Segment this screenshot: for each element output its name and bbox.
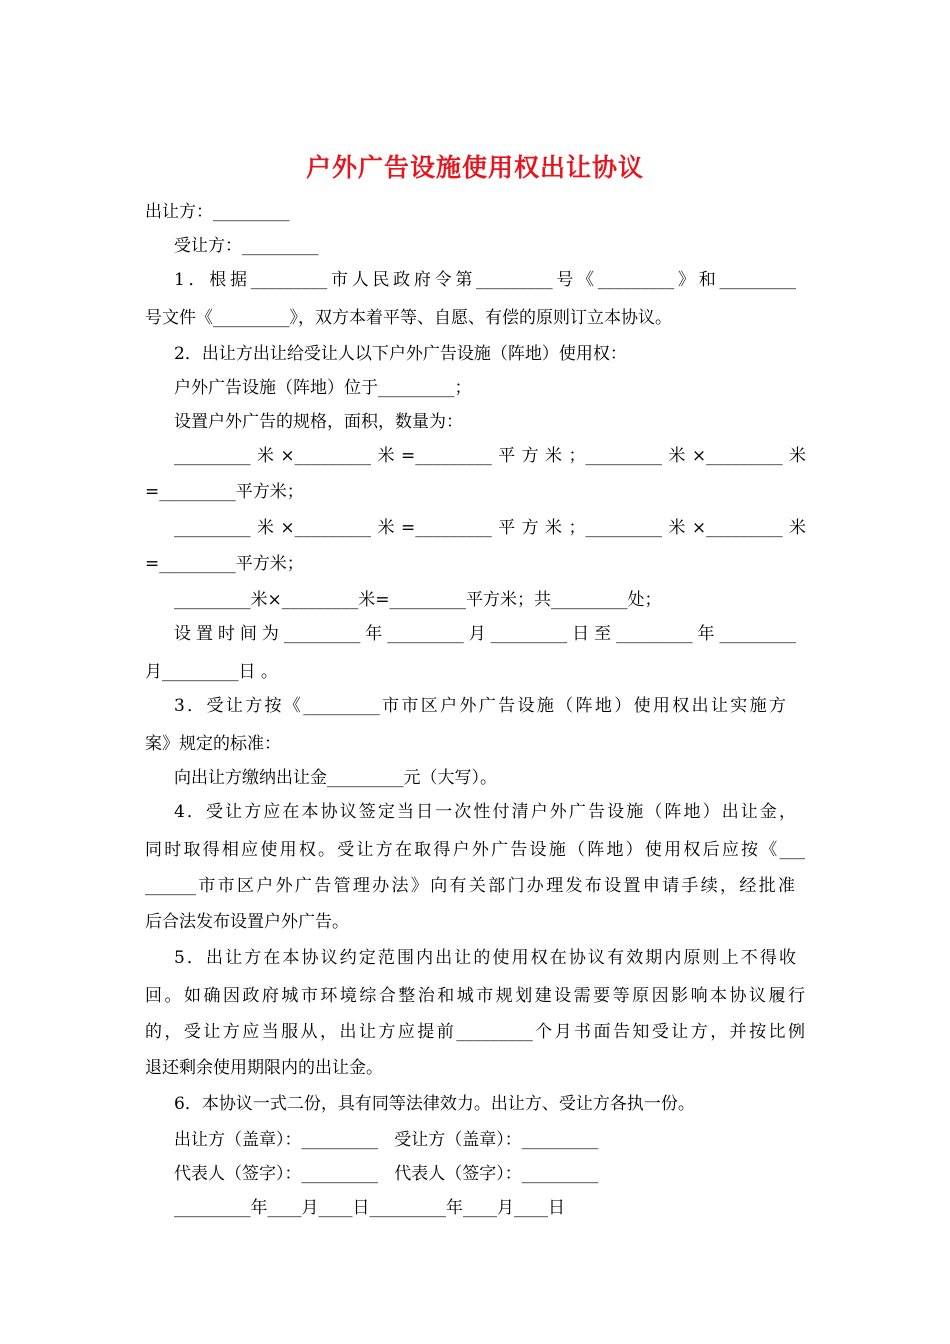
text-line-transferor: 出让方：_________ <box>145 202 290 222</box>
signature-seal-line: 出让方（盖章）：_________ 受让方（盖章）：_________ <box>174 1130 599 1150</box>
clause-1-line-2: 号文件《_________》，双方本着平等、自愿、有偿的原则订立本协议。 <box>145 308 672 328</box>
clause-5-line-2: 回。如确因政府城市环境综合整治和城市规划建设需要等原因影响本协议履行 <box>145 986 805 1006</box>
clause-3-payment: 向出让方缴纳出让金_________元（大写）。 <box>174 768 497 788</box>
clause-2-spec-heading: 设置户外广告的规格，面积，数量为： <box>174 412 463 432</box>
period-line-2: 月_________日 。 <box>145 662 278 682</box>
clause-4-line-2: 同时取得相应使用权。受让方在取得户外广告设施（阵地）使用权后应按《___ <box>145 840 805 860</box>
spec-line-1: _________米×_________米=_________平方米；_________米×_________米 <box>174 446 806 466</box>
period-line-1: 设置时间为_________年_________月_________日至_________年_________ <box>174 624 796 644</box>
clause-2-location: 户外广告设施（阵地）位于_________； <box>174 378 472 398</box>
spec-line-3: _________米×_________米=_________平方米；共_________处； <box>174 590 662 610</box>
clause-2-line-1: 2．出让方出让给受让人以下户外广告设施（阵地）使用权： <box>174 344 627 364</box>
spec-line-2-cont: =_________平方米； <box>145 554 304 574</box>
clause-4-line-1: 4．受让方应在本协议签定当日一次性付清户外广告设施（阵地）出让金， <box>174 802 796 822</box>
clause-5-line-1: 5．出让方在本协议约定范围内出让的使用权在协议有效期内原则上不得收 <box>174 948 796 968</box>
clause-5-line-3: 的，受让方应当服从，出让方应提前_________个月书面告知受让方，并按比例 <box>145 1022 805 1042</box>
clause-5-line-4: 退还剩余使用期限内的出让金。 <box>145 1058 383 1078</box>
signature-representative-line: 代表人（签字）：_________ 代表人（签字）：_________ <box>174 1164 599 1184</box>
text-line-transferee: 受让方：_________ <box>174 236 319 256</box>
clause-3-line-2: 案》规定的标准： <box>145 734 281 754</box>
spec-line-1-cont: =_________平方米； <box>145 482 304 502</box>
clause-3-line-1: 3．受让方按《_________市市区户外广告设施（阵地）使用权出让实施方 <box>174 696 786 716</box>
clause-6-line-1: 6．本协议一式二份，具有同等法律效力。出让方、受让方各执一份。 <box>174 1094 695 1114</box>
signature-date-line: _________年____月____日_________年____月____日 <box>174 1198 565 1218</box>
clause-1-line-1: 1．根据_________市人民政府令第_________号《_________》和_________ <box>174 270 796 290</box>
clause-4-line-3: ______市市区户外广告管理办法》向有关部门办理发布设置申请手续，经批准 <box>145 876 795 896</box>
document-title: 户外广告设施使用权出让协议 <box>305 153 644 182</box>
spec-line-2: _________米×_________米=_________平方米；_________米×_________米 <box>174 518 806 538</box>
clause-4-line-4: 后合法发布设置户外广告。 <box>145 912 349 932</box>
